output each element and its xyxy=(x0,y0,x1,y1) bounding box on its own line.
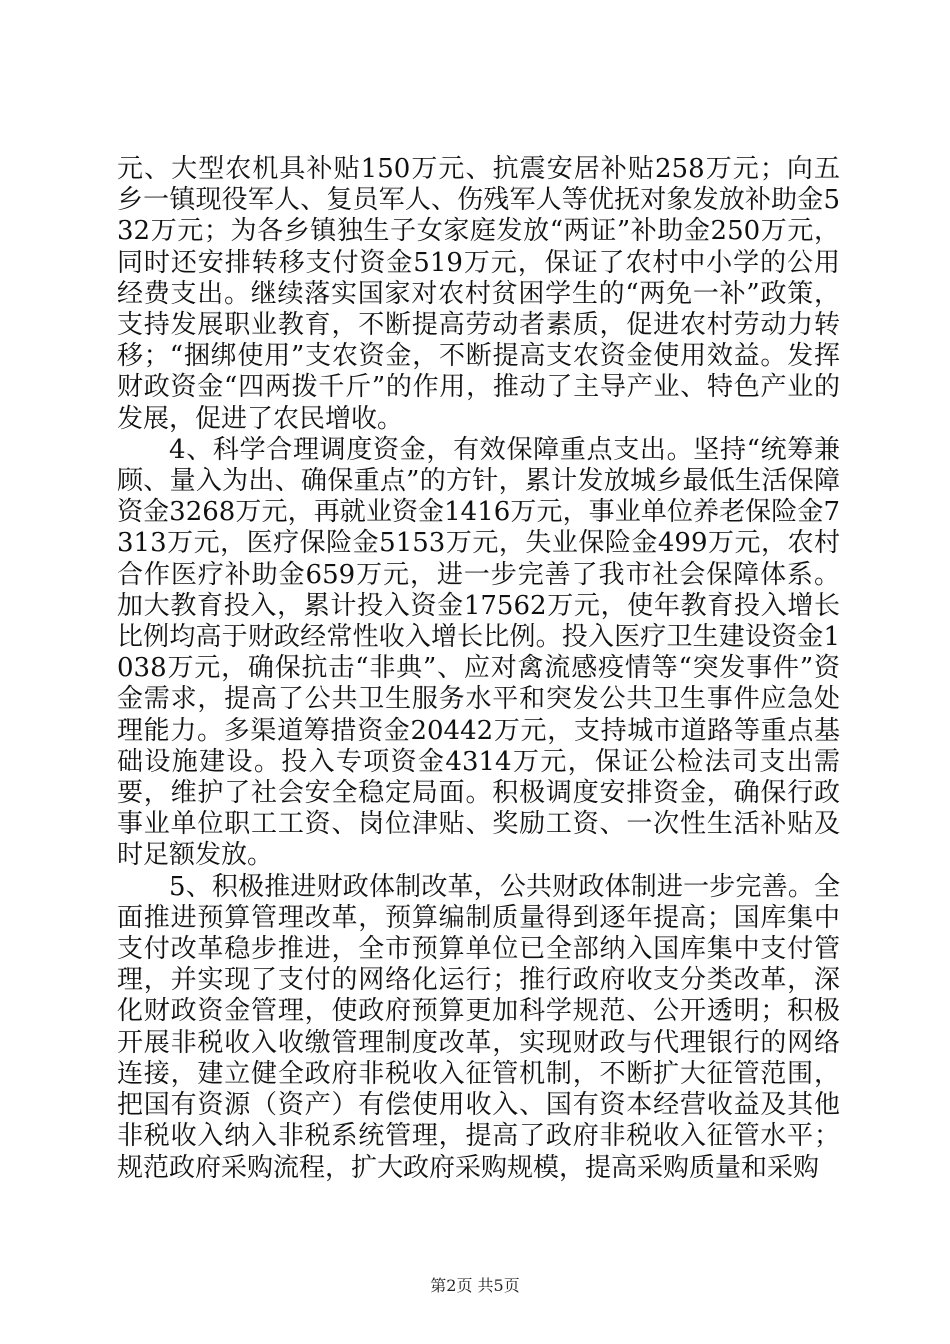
paragraph-continuation: 元、大型农机具补贴150万元、抗震安居补贴258万元；向五乡一镇现役军人、复员军人、伤残军人等优抚对象发放补助金532万元；为各乡镇独生子女家庭发放“两证”补助金250万元，同时还安排转移支付资金519万元，保证了农村中小学的公用经费支出。继续落实国家对农村贫困学生的“两免一补”政策，支持发展职业教育，不断提高劳动者素质，促进农村劳动力转移；“捆绑使用”支农资金，不断提高支农资金使用效益。发挥财政资金“四两拨千斤”的作用，推动了主导产业、特色产业的发展，促进了农民增收。 xyxy=(117,154,840,434)
document-body xyxy=(117,154,840,1184)
paragraph-item-5: 5、积极推进财政体制改革，公共财政体制进一步完善。全面推进预算管理改革，预算编制质量得到逐年提高；国库集中支付改革稳步推进，全市预算单位已全部纳入国库集中支付管理，并实现了支付的网络化运行；推行政府收支分类改革，深化财政资金管理，使政府预算更加科学规范、公开透明；积极开展非税收入收缴管理制度改革，实现财政与代理银行的网络连接，建立健全政府非税收入征管机制，不断扩大征管范围，把国有资源（资产）有偿使用收入、国有资本经营收益及其他非税收入纳入非税系统管理，提高了政府非税收入征管水平；规范政府采购流程，扩大政府采购规模，提高采购质量和采购 xyxy=(117,871,840,1183)
paragraph-item-4: 4、科学合理调度资金，有效保障重点支出。坚持“统筹兼顾、量入为出、确保重点”的方针，累计发放城乡最低生活保障资金3268万元，再就业资金1416万元，事业单位养老保险金7313万元，医疗保险金5153万元，失业保险金499万元，农村合作医疗补助金659万元，进一步完善了我市社会保障体系。加大教育投入，累计投入资金17562万元，使年教育投入增长比例均高于财政经常性收入增长比例。投入医疗卫生建设资金1038万元，确保抗击“非典”、应对禽流感疫情等“突发事件”资金需求，提高了公共卫生服务水平和突发公共卫生事件应急处理能力。多渠道筹措资金20442万元，支持城市道路等重点基础设施建设。投入专项资金4314万元，保证公检法司支出需要，维护了社会安全稳定局面。积极调度安排资金，确保行政事业单位职工工资、岗位津贴、奖励工资、一次性生活补贴及时足额发放。 xyxy=(117,434,840,871)
page-number-footer: 第2页 共5页 xyxy=(430,1276,520,1295)
